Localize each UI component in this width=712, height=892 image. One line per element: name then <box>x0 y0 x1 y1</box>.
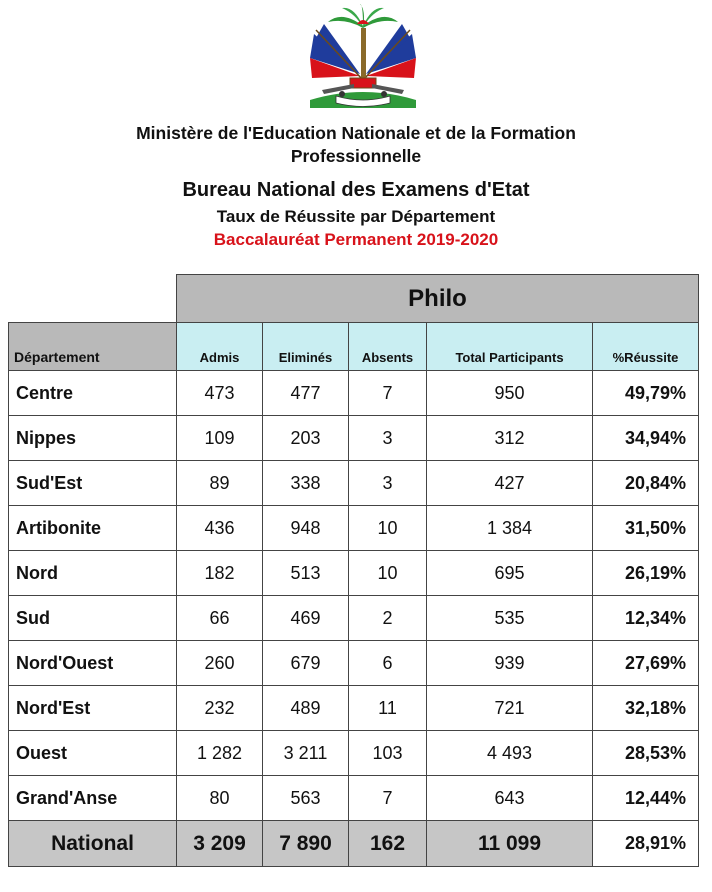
total-cell: 427 <box>427 461 593 506</box>
bureau-title: Bureau National des Examens d'Etat <box>182 179 530 201</box>
reussite-cell: 31,50% <box>593 506 699 551</box>
table-row <box>9 461 699 506</box>
absents-cell: 103 <box>349 731 427 776</box>
coat-of-arms-emblem <box>302 4 424 110</box>
dept-name: Sud'Est <box>9 461 177 506</box>
elimines-cell: 948 <box>263 506 349 551</box>
dept-name: Nord'Ouest <box>9 641 177 686</box>
admis-cell: 260 <box>177 641 263 686</box>
elimines-cell: 563 <box>263 776 349 821</box>
national-row <box>9 821 699 867</box>
dept-name: Nord <box>9 551 177 596</box>
national-reussite: 28,91% <box>593 821 699 867</box>
table-row <box>9 641 699 686</box>
reussite-cell: 28,53% <box>593 731 699 776</box>
total-cell: 643 <box>427 776 593 821</box>
elimines-cell: 489 <box>263 686 349 731</box>
column-header-row <box>9 323 699 371</box>
elimines-cell: 477 <box>263 371 349 416</box>
elimines-cell: 469 <box>263 596 349 641</box>
national-absents: 162 <box>349 821 427 867</box>
ministry-title: Ministère de l'Education Nationale et de la Formation Professionnelle <box>136 123 576 166</box>
national-elimines: 7 890 <box>263 821 349 867</box>
dept-name: Artibonite <box>9 506 177 551</box>
absents-cell: 6 <box>349 641 427 686</box>
table-row <box>9 686 699 731</box>
total-cell: 950 <box>427 371 593 416</box>
reussite-cell: 49,79% <box>593 371 699 416</box>
absents-cell: 10 <box>349 551 427 596</box>
reussite-cell: 34,94% <box>593 416 699 461</box>
total-cell: 4 493 <box>427 731 593 776</box>
col-header-elimines: Eliminés <box>263 323 349 371</box>
absents-cell: 7 <box>349 371 427 416</box>
admis-cell: 182 <box>177 551 263 596</box>
table-row <box>9 416 699 461</box>
elimines-cell: 679 <box>263 641 349 686</box>
table-row <box>9 506 699 551</box>
admis-cell: 89 <box>177 461 263 506</box>
dept-name: Ouest <box>9 731 177 776</box>
dept-name: Nippes <box>9 416 177 461</box>
admis-cell: 109 <box>177 416 263 461</box>
national-admis: 3 209 <box>177 821 263 867</box>
col-header-admis: Admis <box>177 323 263 371</box>
col-header-reussite: %Réussite <box>593 323 699 371</box>
total-cell: 939 <box>427 641 593 686</box>
absents-cell: 2 <box>349 596 427 641</box>
admis-cell: 80 <box>177 776 263 821</box>
reussite-cell: 12,34% <box>593 596 699 641</box>
section-header: Philo <box>177 275 699 323</box>
admis-cell: 66 <box>177 596 263 641</box>
table-row <box>9 731 699 776</box>
absents-cell: 3 <box>349 461 427 506</box>
reussite-cell: 32,18% <box>593 686 699 731</box>
table-row <box>9 596 699 641</box>
total-cell: 695 <box>427 551 593 596</box>
national-total: 11 099 <box>427 821 593 867</box>
table-row <box>9 371 699 416</box>
total-cell: 1 384 <box>427 506 593 551</box>
section-row <box>9 275 699 323</box>
exam-title: Baccalauréat Permanent 2019-2020 <box>213 230 499 249</box>
col-header-departement: Département <box>9 323 177 371</box>
reussite-cell: 27,69% <box>593 641 699 686</box>
admis-cell: 473 <box>177 371 263 416</box>
elimines-cell: 203 <box>263 416 349 461</box>
table-row <box>9 551 699 596</box>
national-label: National <box>9 821 177 867</box>
admis-cell: 1 282 <box>177 731 263 776</box>
absents-cell: 11 <box>349 686 427 731</box>
reussite-cell: 12,44% <box>593 776 699 821</box>
dept-name: Nord'Est <box>9 686 177 731</box>
elimines-cell: 3 211 <box>263 731 349 776</box>
dept-name: Sud <box>9 596 177 641</box>
elimines-cell: 513 <box>263 551 349 596</box>
total-cell: 312 <box>427 416 593 461</box>
dept-name: Centre <box>9 371 177 416</box>
col-header-total: Total Participants <box>427 323 593 371</box>
absents-cell: 7 <box>349 776 427 821</box>
report-subtitle: Taux de Réussite par Département <box>216 207 496 226</box>
total-cell: 721 <box>427 686 593 731</box>
table-row <box>9 776 699 821</box>
total-cell: 535 <box>427 596 593 641</box>
absents-cell: 3 <box>349 416 427 461</box>
col-header-absents: Absents <box>349 323 427 371</box>
dept-name: Grand'Anse <box>9 776 177 821</box>
admis-cell: 232 <box>177 686 263 731</box>
reussite-cell: 20,84% <box>593 461 699 506</box>
blank-corner <box>9 275 177 323</box>
elimines-cell: 338 <box>263 461 349 506</box>
admis-cell: 436 <box>177 506 263 551</box>
reussite-cell: 26,19% <box>593 551 699 596</box>
absents-cell: 10 <box>349 506 427 551</box>
results-table <box>8 274 699 867</box>
